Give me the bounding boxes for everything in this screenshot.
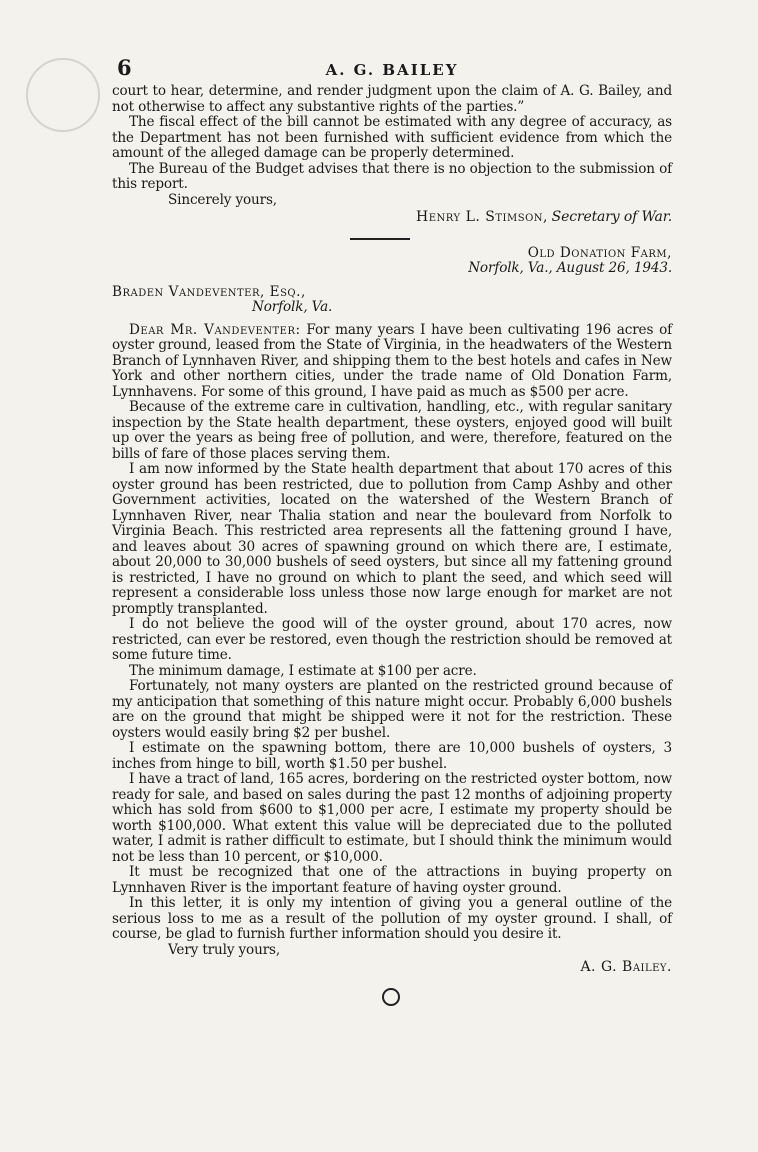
signature-title: Secretary of War. [551, 209, 672, 225]
letterhead-date: Norfolk, Va., August 26, 1943. [468, 260, 672, 276]
paragraph: In this letter, it is only my intention of giving you a general outline of the serious loss to me as a result of the pollution of my oyster ground. I shall, of course, be glad to furnish further information should you desire it. [112, 895, 672, 942]
paragraph: The Bureau of the Budget advises that there is no objection to the submission of this report. [112, 160, 672, 192]
paragraph: I have a tract of land, 165 acres, bordering on the restricted oyster bottom, now ready for sale, and based on sales during the past 12 months of adjoining property which has sold from $600 to $1,000 per acre, I estimate my property should be worth $100,000. What extent this value will be depreciated due to the polluted water, I admit is rather difficult to estimate, but I should think the minimum would not be less than 10 percent, or $10,000. [112, 771, 672, 865]
war-department-letter [112, 84, 672, 226]
letterhead [112, 246, 672, 277]
addressee [112, 285, 672, 316]
addressee-name: Braden Vandeventer, Esq., [112, 283, 306, 300]
running-head: A. G. BAILEY [325, 61, 459, 79]
section-divider [350, 238, 410, 240]
page-header [112, 55, 672, 84]
paragraph-text: For many years I have been cultivating 196 acres of oyster ground, leased from the State of Virginia, in the headwaters of the Western Branch of Lynnhaven River, and shipping them to the best hotels and cafes in New York and other northern cities, under the trade name of Old Donation Farm, Lynnhavens. For some of this ground, I have paid as much as $500 per acre. [112, 321, 672, 400]
paragraph: I estimate on the spawning bottom, there are 10,000 bushels of oysters, 3 inches from hinge to bill, worth $1.50 per bushel. [112, 740, 672, 772]
paragraph: I am now informed by the State health department that about 170 acres of this oyster ground has been restricted, due to pollution from Camp Ashby and other Government activities, located on the watershed of the Western Branch of Lynnhaven River, near Thalia station and near the boulevard from Norfolk to Virginia Beach. This restricted area represents all the fattening ground I have, and leaves about 30 acres of spawning ground on which there are, I estimate, about 20,000 to 30,000 bushels of seed oysters, but since all my fattening ground is restricted, I have no ground on which to plant the seed, and which seed will represent a considerable loss unless those now large enough for market are not promptly transplanted. [112, 461, 672, 617]
salutation: Dear Mr. Vandeventer: [129, 321, 301, 338]
letterhead-farm: Old Donation Farm, [527, 244, 672, 261]
addressee-city: Norfolk, Va. [252, 299, 333, 315]
page-number: 6 [117, 55, 132, 80]
bailey-letter [112, 246, 672, 976]
paragraph: court to hear, determine, and render judgment upon the claim of A. G. Bailey, and not otherwise to affect any substantive rights of the parties.” [112, 83, 672, 115]
signature: Henry L. Stimson, Secretary of War. [416, 209, 672, 225]
paragraph: I do not believe the good will of the oyster ground, about 170 acres, now restricted, can ever be restored, even though the restriction should be removed at some future time. [112, 616, 672, 663]
signature-name: Henry L. Stimson [416, 209, 544, 225]
paragraph: Because of the extreme care in cultivation, handling, etc., with regular sanitary inspection by the State health department, these oysters, enjoyed good will built up over the years as being free of pollution, and were, therefore, featured on the bills of fare of those places serving them. [112, 399, 672, 462]
paragraph: The minimum damage, I estimate at $100 per acre. [129, 662, 477, 679]
closing: Very truly yours, [168, 941, 281, 958]
closing: Sincerely yours, [168, 191, 277, 208]
paragraph [112, 323, 672, 401]
signature: A. G. Bailey. [580, 959, 672, 975]
paragraph: The fiscal effect of the bill cannot be estimated with any degree of accuracy, as the Department has not been furnished with sufficient evidence from which the amount of the alleged damage can be properly determined. [112, 114, 672, 161]
paragraph: It must be recognized that one of the attractions in buying property on Lynnhaven River is the important feature of having oyster ground. [112, 864, 672, 896]
document-page [112, 55, 672, 1006]
end-ornament-icon [382, 988, 400, 1006]
paragraph: Fortunately, not many oysters are planted on the restricted ground because of my anticipation that something of this nature might occur. Probably 6,000 bushels are on the ground that might be shipped were it not for the restriction. These oysters would easily bring $2 per bushel. [112, 678, 672, 741]
library-stamp [26, 58, 100, 132]
